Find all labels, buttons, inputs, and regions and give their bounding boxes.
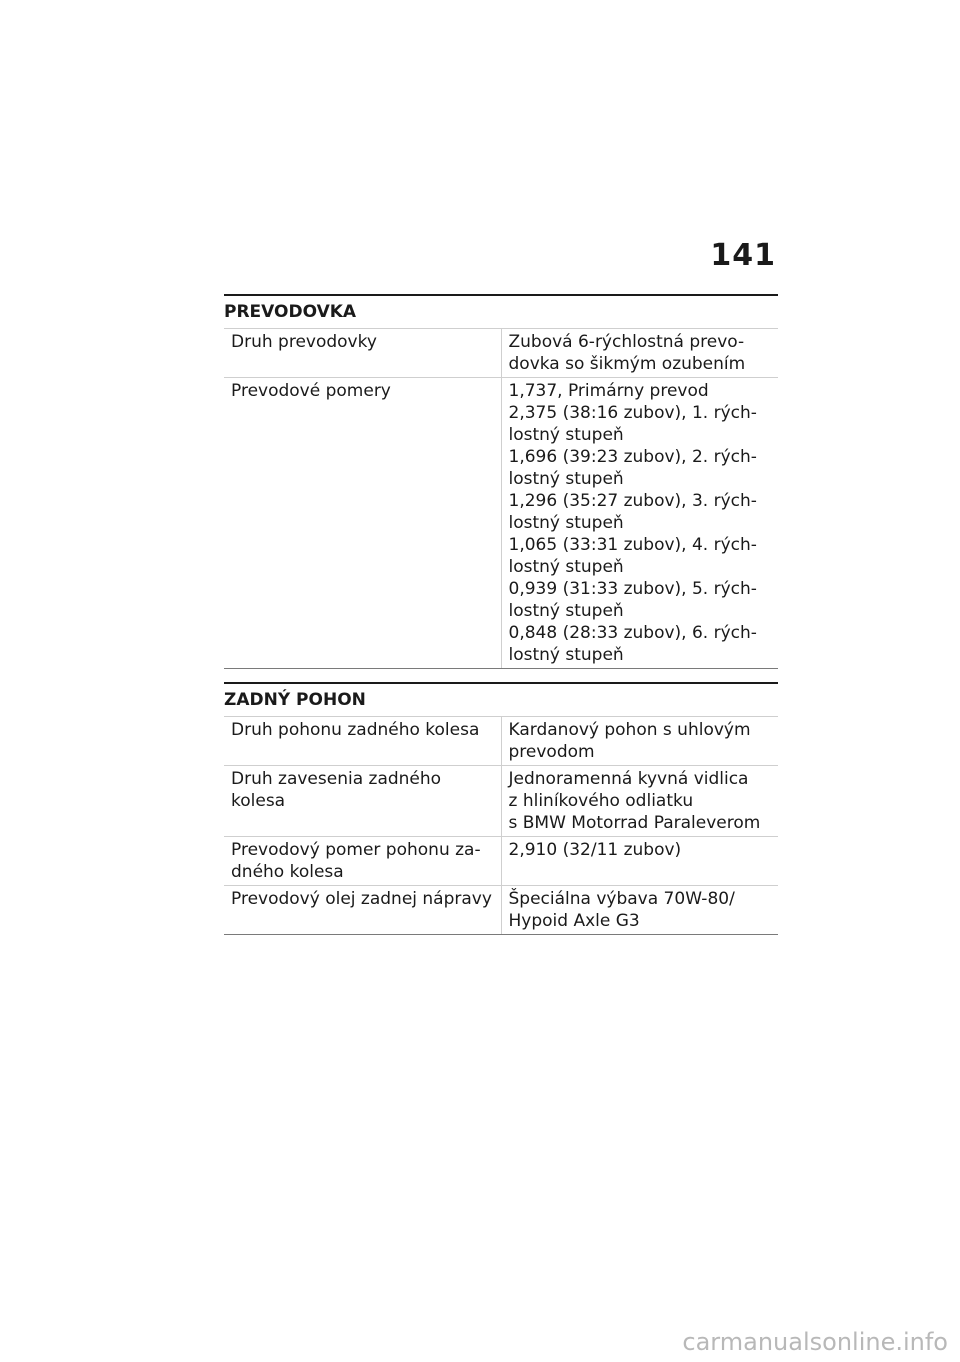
spec-value xyxy=(501,766,778,837)
watermark: carmanualsonline.info xyxy=(682,1328,948,1356)
spec-label xyxy=(224,886,501,935)
spec-value xyxy=(501,886,778,935)
label-line: Druh prevodovky xyxy=(231,332,377,352)
value-line: 1,296 (35:27 zubov), 3. rých- xyxy=(508,491,757,511)
label-line: Druh zavesenia zadného kolesa xyxy=(231,769,442,811)
value-line: prevodom xyxy=(508,742,595,762)
spec-value xyxy=(501,717,778,766)
section-rule xyxy=(224,682,778,684)
value-line: 0,939 (31:33 zubov), 5. rých- xyxy=(508,579,757,599)
spec-value xyxy=(501,378,778,669)
spec-label xyxy=(224,329,501,378)
spec-value xyxy=(501,329,778,378)
value-line: lostný stupeň xyxy=(508,469,624,489)
label-line: Prevodové pomery xyxy=(231,381,391,401)
table-row xyxy=(224,378,778,669)
spec-table xyxy=(224,328,778,669)
value-line: lostný stupeň xyxy=(508,557,624,577)
value-line: Špeciálna výbava 70W-80/ xyxy=(508,889,735,909)
value-line: 0,848 (28:33 zubov), 6. rých- xyxy=(508,623,757,643)
spec-value xyxy=(501,837,778,886)
value-line: lostný stupeň xyxy=(508,645,624,665)
spec-table xyxy=(224,716,778,935)
table-row xyxy=(224,717,778,766)
value-line: 2,375 (38:16 zubov), 1. rých- xyxy=(508,403,757,423)
table-row xyxy=(224,886,778,935)
value-line: z hliníkového odliatku xyxy=(508,791,694,811)
value-line: s BMW Motorrad Paraleverom xyxy=(508,813,761,833)
table-row xyxy=(224,837,778,886)
value-line: dovka so šikmým ozubením xyxy=(508,354,746,374)
section-prevodovka xyxy=(224,294,778,669)
value-line: lostný stupeň xyxy=(508,513,624,533)
section-title: ZADNÝ POHON xyxy=(224,690,366,710)
value-line: lostný stupeň xyxy=(508,601,624,621)
value-line: Zubová 6-rýchlostná prevo- xyxy=(508,332,745,352)
value-line: 1,065 (33:31 zubov), 4. rých- xyxy=(508,535,757,555)
value-line: Kardanový pohon s uhlovým xyxy=(508,720,751,740)
table-row xyxy=(224,766,778,837)
value-line: Hypoid Axle G3 xyxy=(508,911,640,931)
value-line: 2,910 (32/11 zubov) xyxy=(508,840,682,860)
spec-label xyxy=(224,837,501,886)
value-line: lostný stupeň xyxy=(508,425,624,445)
value-line: 1,696 (39:23 zubov), 2. rých- xyxy=(508,447,757,467)
spec-label xyxy=(224,766,501,837)
page-number: 141 xyxy=(710,238,776,273)
label-line: Druh pohonu zadného kolesa xyxy=(231,720,480,740)
spec-label xyxy=(224,378,501,669)
value-line: Jednoramenná kyvná vidlica xyxy=(508,769,749,789)
section-zadny-pohon xyxy=(224,682,778,935)
label-line: Prevodový olej zadnej nápravy xyxy=(231,889,492,909)
value-line: 1,737, Primárny prevod xyxy=(508,381,709,401)
section-rule xyxy=(224,294,778,296)
label-line: dného kolesa xyxy=(231,862,344,882)
section-title: PREVODOVKA xyxy=(224,302,357,322)
spec-label xyxy=(224,717,501,766)
label-line: Prevodový pomer pohonu za- xyxy=(231,840,481,860)
table-row xyxy=(224,329,778,378)
